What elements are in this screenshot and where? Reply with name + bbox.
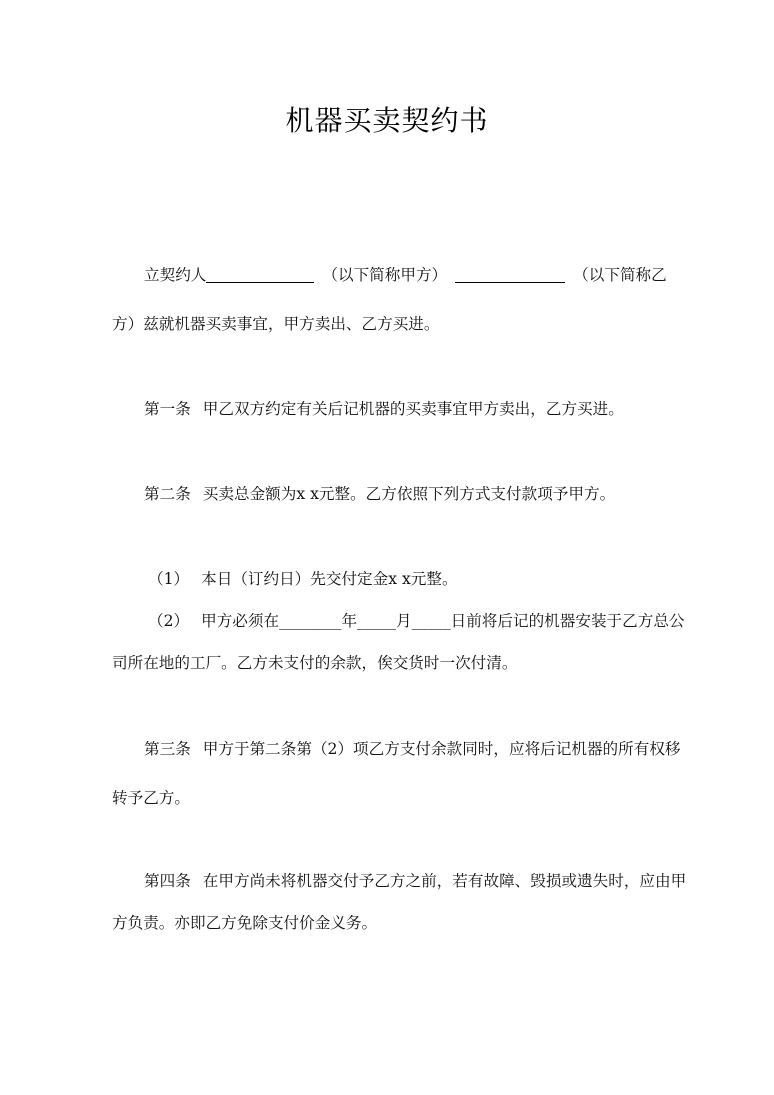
party-b-blank (455, 266, 565, 283)
article-2-label: 第二条 (144, 485, 191, 503)
preamble-line-2: 方）兹就机器买卖事宜，甲方卖出、乙方买进。 (112, 315, 440, 333)
article-4-text: 在甲方尚未将机器交付予乙方之前，若有故障、毁损或遗失时，应由甲 (202, 872, 687, 890)
article-3-text: 甲方于第二条第（2）项乙方支付余款同时，应将后记机器的所有权移 (202, 740, 681, 758)
party-a-suffix: （以下简称甲方） (322, 266, 448, 284)
preamble-line-1 (144, 264, 667, 286)
article-2 (144, 483, 664, 505)
article-1-text: 甲乙双方约定有关后记机器的买卖事宜甲方卖出，乙方买进。 (202, 400, 624, 418)
item-1-number: （1） (148, 570, 190, 588)
party-a-blank (206, 266, 314, 283)
item-2-text: 甲方必须在________年_____月_____日前将后记的机器安装于乙方总公 (201, 612, 685, 630)
article-2-item-1 (148, 568, 664, 590)
article-1 (144, 398, 664, 420)
article-2-text: 买卖总金额为x x元整。乙方依照下列方式支付款项予甲方。 (202, 485, 616, 503)
article-4-line-1 (144, 870, 687, 892)
article-4-label: 第四条 (144, 872, 191, 890)
party-label: 立契约人 (144, 266, 207, 284)
article-3-line-1 (144, 738, 681, 760)
article-4-line-2: 方负责。亦即乙方免除支付价金义务。 (112, 914, 378, 932)
party-b-suffix: （以下简称乙 (573, 266, 667, 284)
article-2-item-2-line-2: 司所在地的工厂。乙方未支付的余款，俟交货时一次付清。 (112, 654, 518, 672)
article-1-label: 第一条 (144, 400, 191, 418)
article-3-label: 第三条 (144, 740, 191, 758)
item-2-number: （2） (148, 612, 190, 630)
article-2-item-2 (148, 610, 685, 632)
article-3-line-2: 转予乙方。 (112, 789, 190, 807)
document-title: 机器买卖契约书 (285, 104, 489, 137)
item-1-text: 本日（订约日）先交付定金x x元整。 (201, 570, 458, 588)
